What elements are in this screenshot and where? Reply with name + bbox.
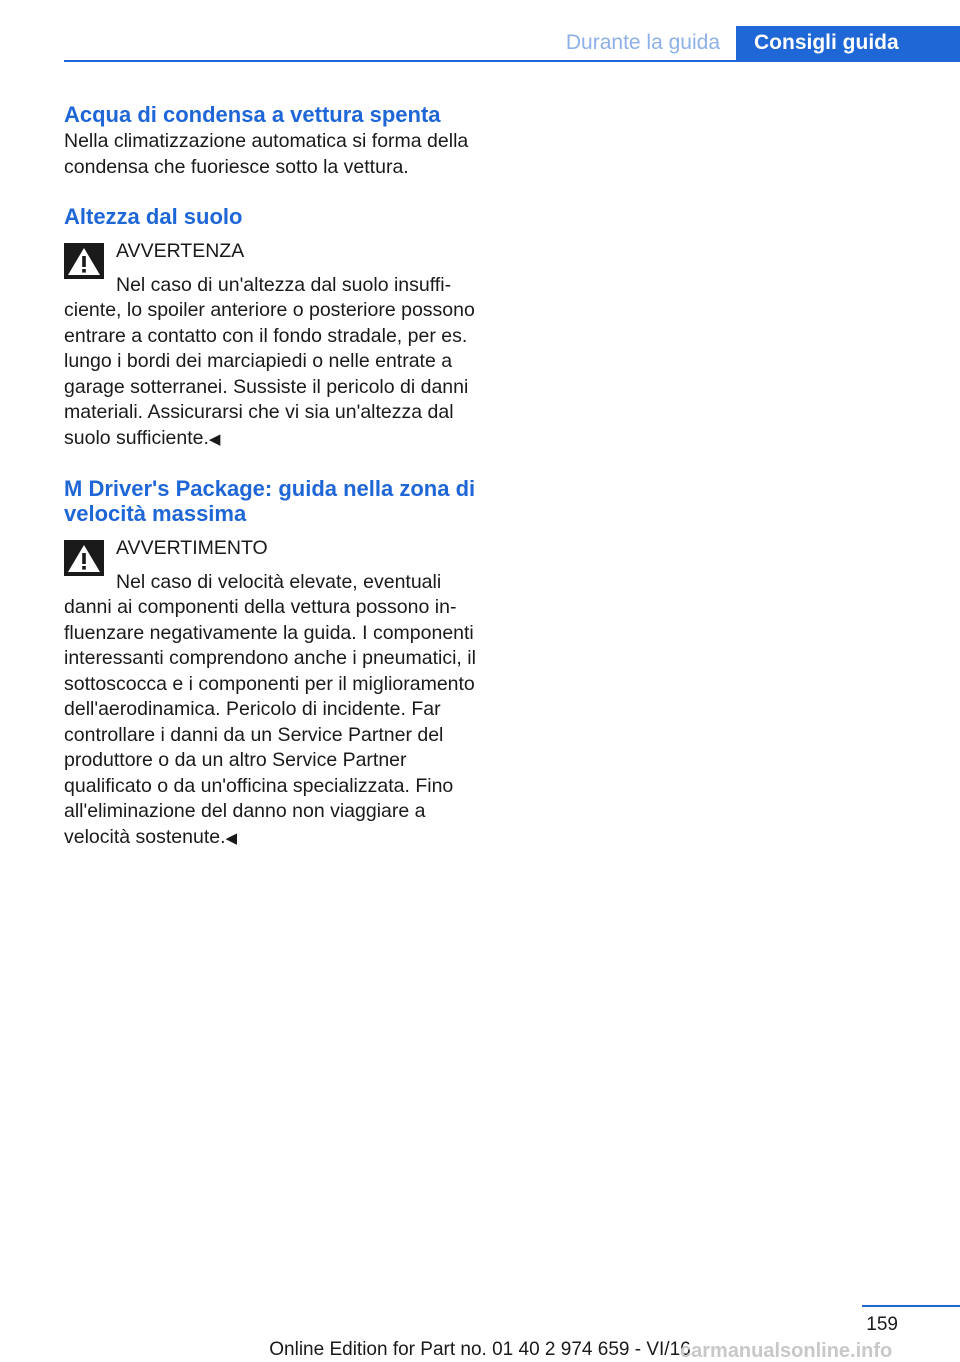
warning-triangle-icon [64, 540, 104, 576]
warning-label: AVVERTIMENTO [116, 537, 268, 559]
section-title-condensa: Acqua di condensa a vettura spenta [64, 102, 441, 127]
warning-text-body: Nel caso di velocità elevate, eventuali danni ai componenti della vettura possono influenzare negativamente la guida. I componenti interessanti comprendono anche i pneumatici, il sottoscocca e i componenti per il miglioramento dell'aerodinamica. Pericolo di incidente. Far controllare i danni da un Service Partner del produttore o da un altro Service Partner qualificato o da un'officina specializzata. Fino all'eliminazione del danno non viaggiare a velocità sostenute. [64, 570, 476, 848]
warning-block-m-drivers [64, 536, 476, 851]
end-mark-icon: ◀ [225, 829, 238, 847]
warning-label: AVVERTENZA [116, 240, 245, 262]
warning-text [64, 570, 476, 852]
section-title-m-drivers-package: M Driver's Package: guida nella zona di velocità massima [64, 476, 476, 526]
watermark: carmanualsonline.info [680, 1340, 893, 1362]
section-body-condensa: Nella climatizzazione automatica si forma della condensa che fuoriesce sotto la vettura. [64, 130, 469, 178]
edition-line: Online Edition for Part no. 01 40 2 974 659 - VI/16 [269, 1339, 691, 1360]
warning-text [64, 273, 476, 453]
warning-block-altezza [64, 239, 476, 452]
page-header [0, 0, 960, 62]
footer-rule [862, 1305, 960, 1307]
page-number: 159 [866, 1314, 898, 1335]
warning-text-body: Nel caso di un'altezza dal suolo insufficiente, lo spoiler anteriore o posteriore possono entrare a contatto con il fondo stradale, per es. lungo i bordi dei marciapiedi o nelle entrate a garage sotterranei. Sussiste il pericolo di danni materiali. Assicurarsi che vi sia un'altezza dal suolo sufficiente. [64, 273, 475, 449]
main-column [64, 102, 476, 851]
header-section-title: Durante la guida [565, 31, 720, 54]
warning-triangle-icon [64, 243, 104, 279]
header-chapter-tab: Consigli guida [736, 26, 960, 60]
header-rule [64, 60, 960, 62]
section-title-altezza: Altezza dal suolo [64, 204, 243, 229]
end-mark-icon: ◀ [208, 430, 221, 448]
